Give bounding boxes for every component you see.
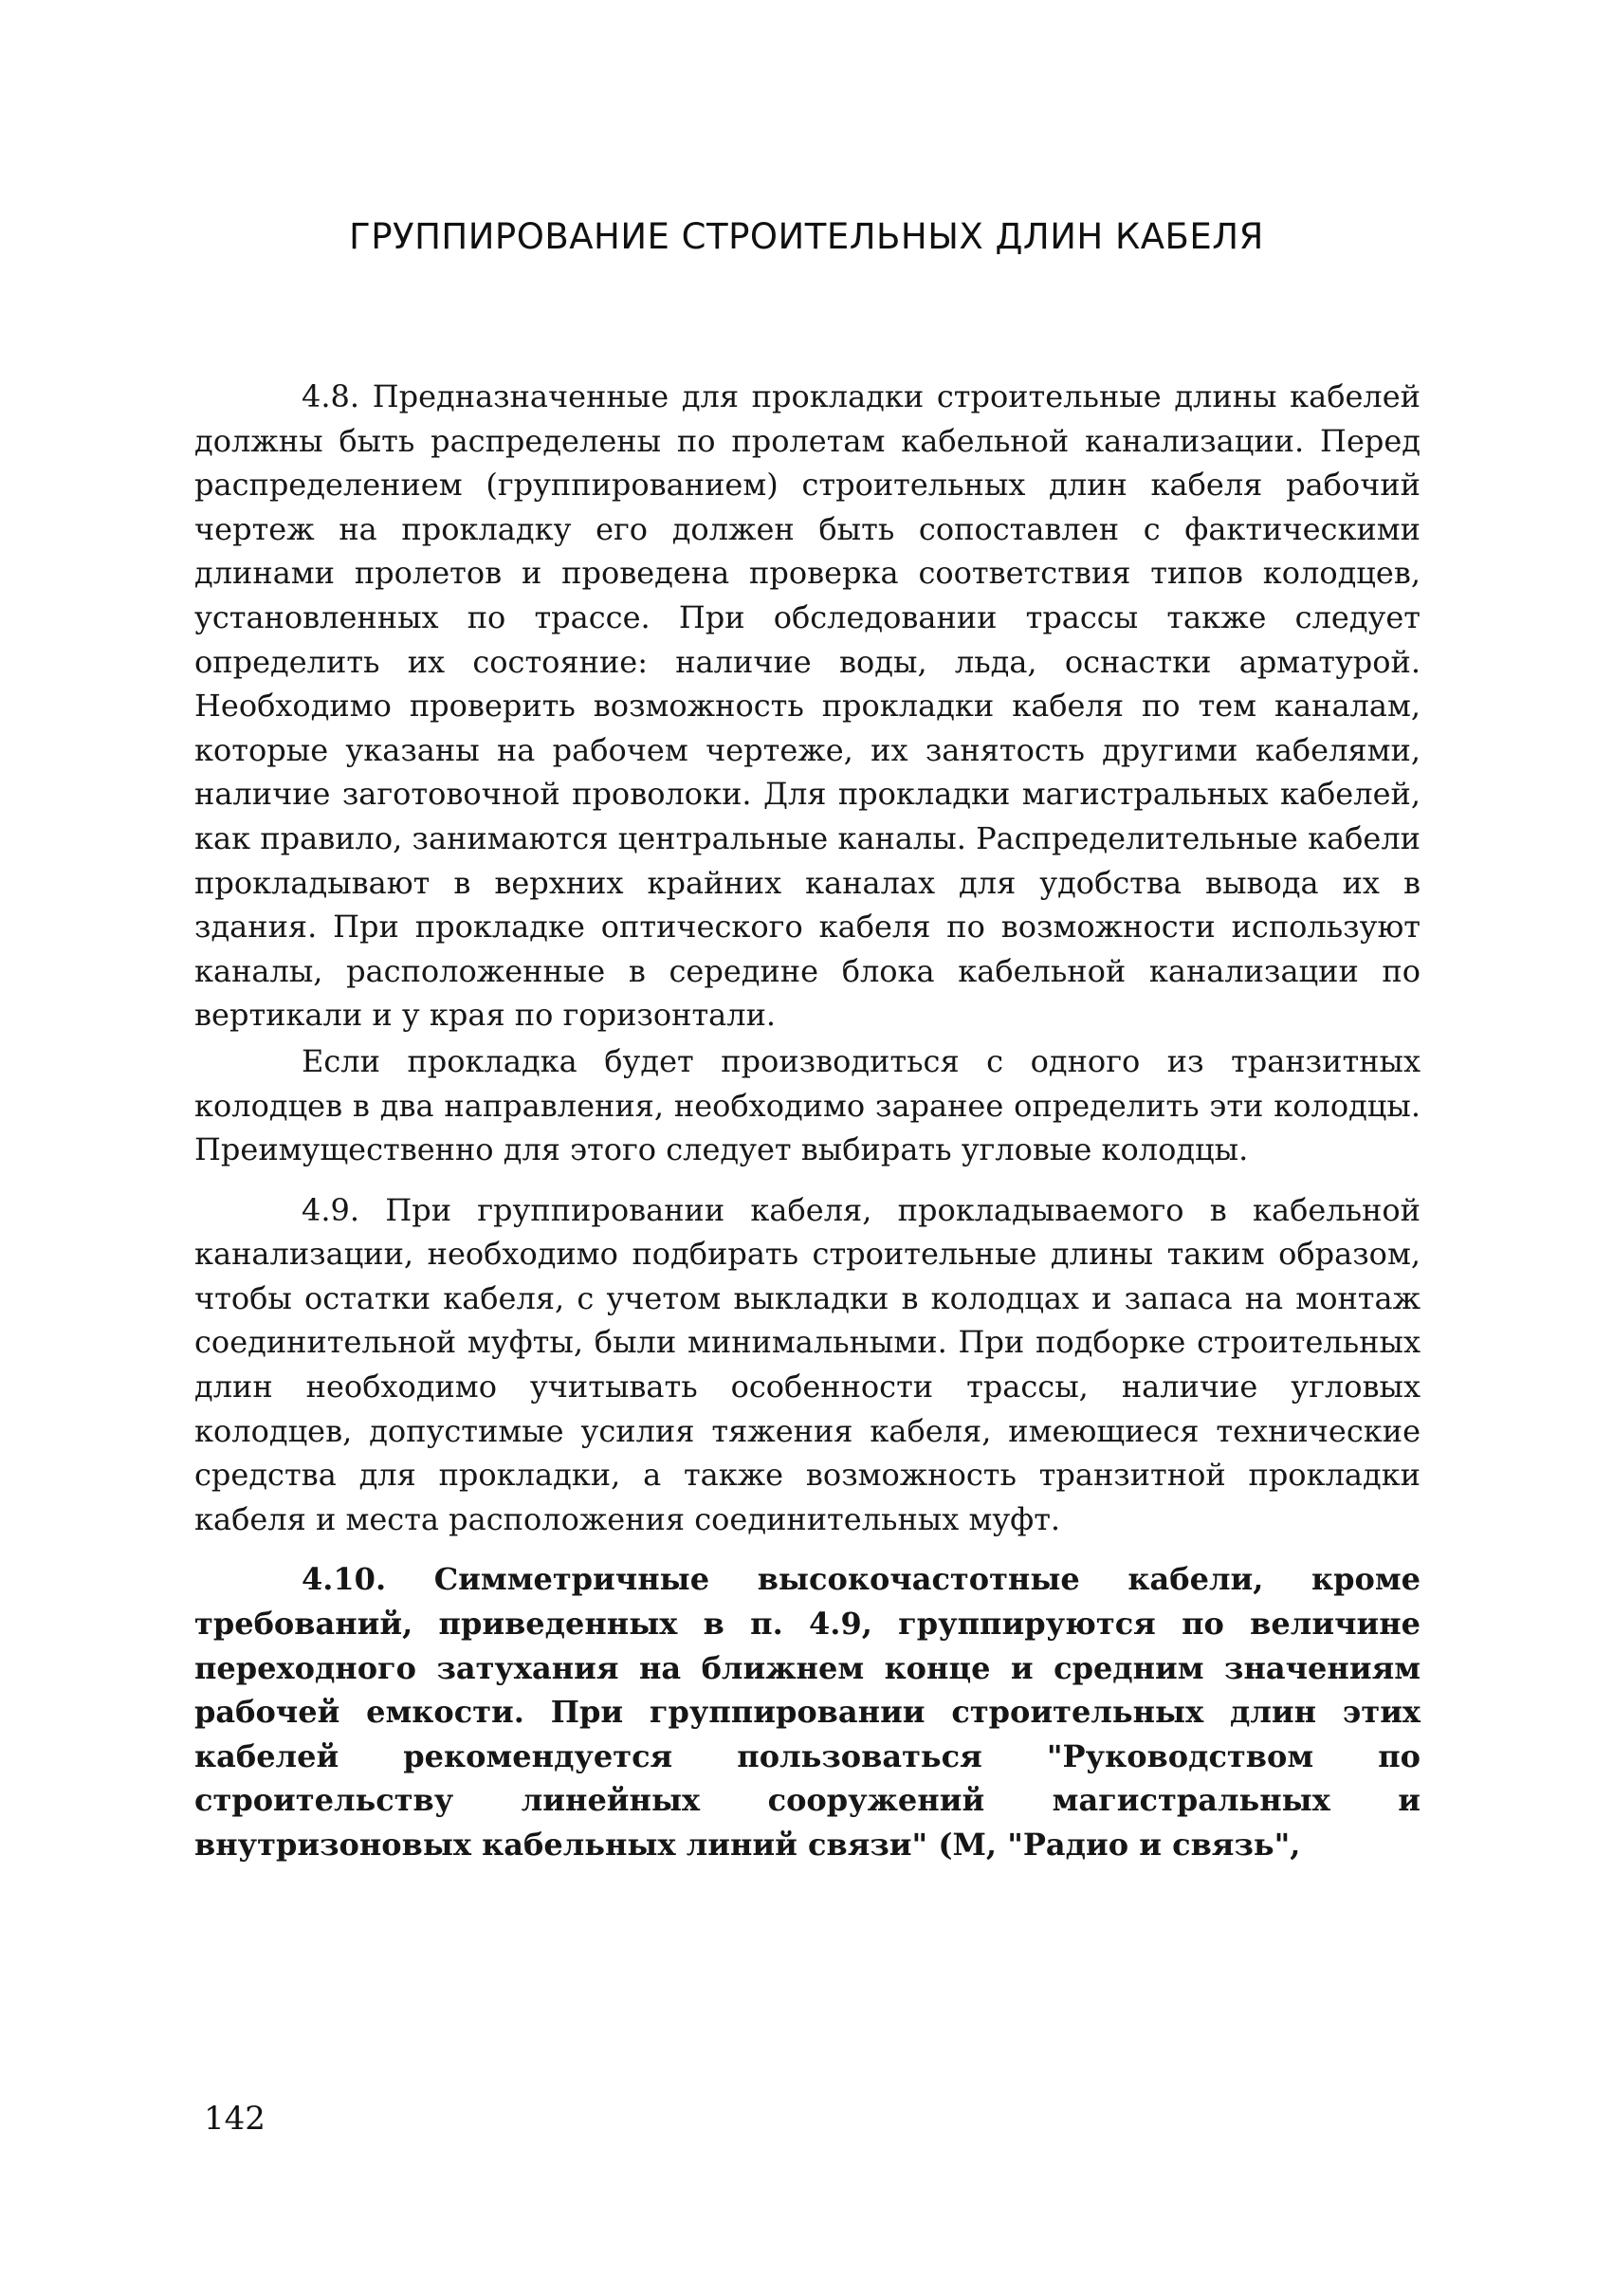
paragraph-4-10: 4.10. Симметричные высокочастотные кабели, кроме требований, приведенных в п. 4.9, группируются по величине переходного затухания на ближнем конце и средним значениям рабочей емкости. При группировании строительных длин этих кабелей рекомендуется пользоваться "Руководством по строительству линейных сооружений магистральных и внутризоновых кабельных линий связи" (М, "Радио и связь", xyxy=(194,1561,1421,1863)
paragraph-4-9: 4.9. При группировании кабеля, прокладываемого в кабельной канализации, необходимо подбирать строительные длины таким образом, чтобы остатки кабеля, с учетом выкладки в колодцах и запаса на монтаж соединительной муфты, были минимальными. При подборке строительных длин необходимо учитывать особенности трассы, наличие угловых колодцев, допустимые усилия тяжения кабеля, имеющиеся технические средства для прокладки, а также возможность транзитной прокладки кабеля и места расположения соединительных муфт. xyxy=(194,1191,1421,1537)
text-body xyxy=(194,375,1421,1867)
paragraph-4-8-continued: Если прокладка будет производиться с одного из транзитных колодцев в два направления, необходимо заранее определить эти колодцы. Преимущественно для этого следует выбирать угловые колодцы. xyxy=(194,1042,1421,1168)
page-title: ГРУППИРОВАНИЕ СТРОИТЕЛЬНЫХ ДЛИН КАБЕЛЯ xyxy=(349,216,1264,257)
page-number: 142 xyxy=(204,2100,266,2138)
paragraph-4-8: 4.8. Предназначенные для прокладки строительные длины кабелей должны быть распределены по пролетам кабельной канализации. Перед распределением (группированием) строительных длин кабеля рабочий чертеж на прокладку его должен быть сопоставлен с фактическими длинами пролетов и проведена проверка соответствия типов колодцев, установленных по трассе. При обследовании трассы также следует определить их состояние: наличие воды, льда, оснастки арматурой. Необходимо проверить возможность прокладки кабеля по тем каналам, которые указаны на рабочем чертеже, их занятость другими кабелями, наличие заготовочной проволоки. Для прокладки магистральных кабелей, как правило, занимаются центральные каналы. Распределительные кабели прокладывают в верхних крайних каналах для удобства вывода их в здания. При прокладке оптического кабеля по возможности используют каналы, расположенные в середине блока кабельной канализации по вертикали и у края по горизонтали. xyxy=(194,378,1421,1034)
